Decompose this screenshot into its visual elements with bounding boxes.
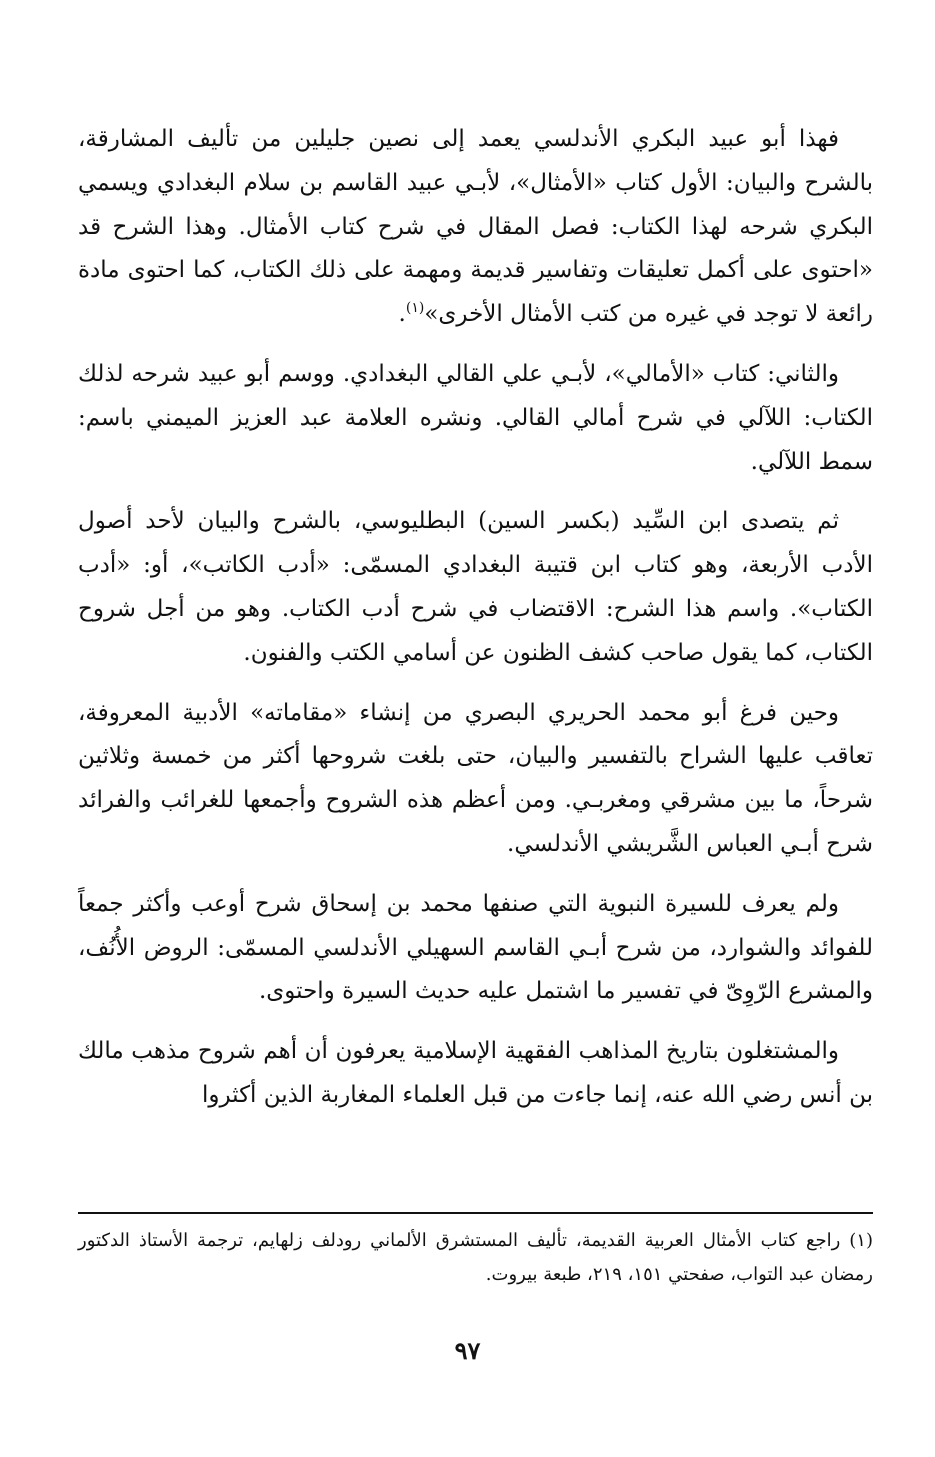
paragraph-3: ثم يتصدى ابن السِّيد (بكسر السين) البطليوسي، بالشرح والبيان لأحد أصول الأدب الأربعة، وهو كتاب ابن قتيبة البغدادي المسمّى: «أدب الكاتب»، أو: «أدب الكتاب». واسم هذا الشرح: الاقتضاب في شرح أدب الكتاب. وهو من أجل شروح الكتاب، كما يقول صاحب كشف الظنون عن أسامي الكتب والفنون. bbox=[78, 508, 874, 666]
footnote-reference: (١) bbox=[405, 300, 425, 317]
footnote bbox=[78, 1224, 873, 1292]
footnote-text: (١) راجع كتاب الأمثال العربية القديمة، تأليف المستشرق الألماني رودلف زلهايم، ترجمة الأستاذ الدكتور رمضان عبد التواب، صفحتي ١٥١، ٢١٩، طبعة بيروت. bbox=[78, 1230, 873, 1285]
body-text bbox=[78, 118, 873, 1118]
paragraph-1-end: . bbox=[398, 301, 406, 328]
page-number: ٩٧ bbox=[454, 1336, 481, 1365]
footnote-divider bbox=[78, 1212, 873, 1214]
paragraph-6: والمشتغلون بتاريخ المذاهب الفقهية الإسلامية يعرفون أن أهم شروح مذهب مالك بن أنس رضي الله عنه، إنما جاءت من قبل العلماء المغاربة الذين أكثروا bbox=[78, 1038, 873, 1108]
paragraph-5: ولم يعرف للسيرة النبوية التي صنفها محمد بن إسحاق شرح أوعب وأكثر جمعاً للفوائد والشوارد، من شرح أبـي القاسم السهيلي الأندلسي المسمّى: الروض الأُنُف، والمشرع الرّوِىّ في تفسير ما اشتمل عليه حديث السيرة واحتوى. bbox=[78, 890, 873, 1005]
paragraph-1 bbox=[78, 118, 873, 337]
paragraph-1-text: فهذا أبو عبيد البكري الأندلسي يعمد إلى نصين جليلين من تأليف المشارقة، بالشرح والبيان: الأول كتاب «الأمثال»، لأبـي عبيد القاسم بن سلام البغدادي ويسمي البكري شرحه لهذا الكتاب: فصل المقال في شرح كتاب الأمثال. وهذا الشرح قد «احتوى على أكمل تعليقات وتفاسير قديمة ومهمة على ذلك الكتاب، كما احتوى مادة رائعة لا توجد في غيره من كتب الأمثال الأخرى» bbox=[78, 126, 874, 328]
paragraph-2: والثاني: كتاب «الأمالي»، لأبـي علي القالي البغدادي. ووسم أبو عبيد شرحه لذلك الكتاب: اللآلي في شرح أمالي القالي. ونشره العلامة عبد العزيز الميمني باسم: سمط اللآلي. bbox=[78, 360, 873, 475]
paragraph-4: وحين فرغ أبو محمد الحريري البصري من إنشاء «مقاماته» الأدبية المعروفة، تعاقب عليها الشراح بالتفسير والبيان، حتى بلغت شروحها أكثر من خمسة وثلاثين شرحاً، ما بين مشرقي ومغربـي. ومن أعظم هذه الشروح وأجمعها للغرائب والفرائد شرح أبـي العباس الشَّريشي الأندلسي. bbox=[78, 699, 873, 857]
